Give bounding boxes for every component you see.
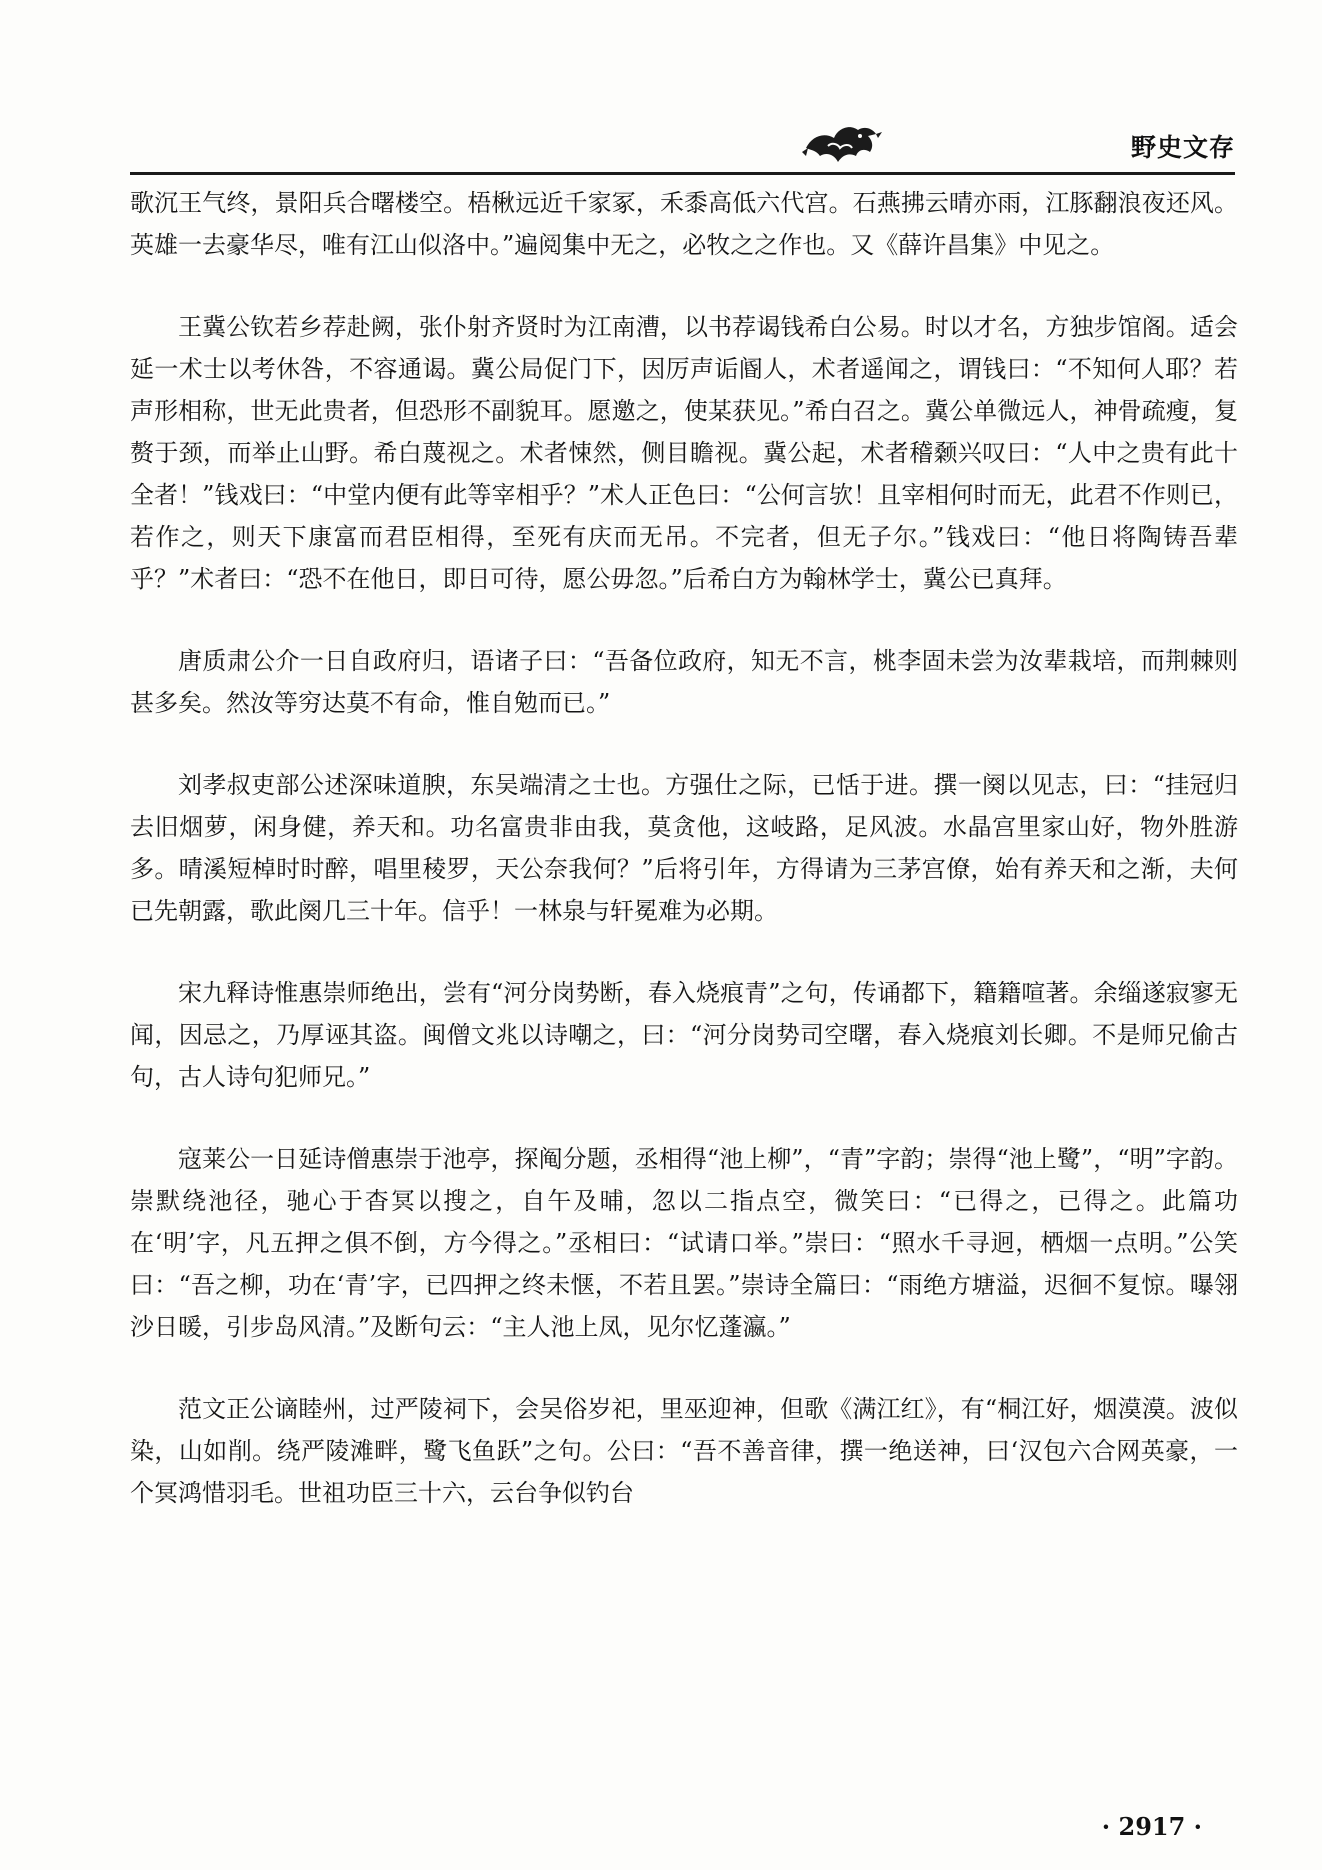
page-number: · 2917 · [1101, 1812, 1202, 1841]
paragraph-5: 宋九释诗惟惠崇师绝出，尝有“河分岗势断，春入烧痕青”之句，传诵都下，籍籍喧著。余缁遂寂寥无闻，因忌之，乃厚诬其盗。闽僧文兆以诗嘲之，曰：“河分岗势司空曙，春入烧痕刘长卿。不是师兄偷古句，古人诗句犯师兄。” [130, 979, 1238, 1091]
dragon-emblem-icon [798, 118, 884, 168]
page-body [130, 182, 1238, 1514]
paragraph-3: 唐质肃公介一日自政府归，语诸子曰：“吾备位政府，知无不言，桃李固未尝为汝辈栽培，而荆棘则甚多矣。然汝等穷达莫不有命，惟自勉而已。” [130, 647, 1238, 717]
page-header [130, 118, 1235, 168]
header-title: 野史文存 [1130, 133, 1235, 162]
paragraph-6: 寇莱公一日延诗僧惠崇于池亭，探阄分题，丞相得“池上柳”，“青”字韵；崇得“池上鹭”，“明”字韵。崇默绕池径，驰心于杳冥以搜之，自午及晡，忽以二指点空，微笑曰：“已得之，已得之。此篇功在‘明’字，凡五押之俱不倒，方今得之。”丞相曰：“试请口举。”崇曰：“照水千寻迥，栖烟一点明。”公笑曰：“吾之柳，功在‘青’字，已四押之终未惬，不若且罢。”崇诗全篇曰：“雨绝方塘溢，迟徊不复惊。曝翎沙日暖，引步岛风清。”及断句云：“主人池上凤，见尔忆蓬瀛。” [130, 1145, 1238, 1341]
paragraph-2: 王冀公钦若乡荐赴阙，张仆射齐贤时为江南漕，以书荐谒钱希白公易。时以才名，方独步馆阁。适会延一术士以考休咎，不容通谒。冀公局促门下，因厉声诟阍人，术者遥闻之，谓钱曰：“不知何人耶？若声形相称，世无此贵者，但恐形不副貌耳。愿邀之，使某获见。”希白召之。冀公单微远人，神骨疏瘦，复赘于颈，而举止山野。希白蔑视之。术者悚然，侧目瞻视。冀公起，术者稽颡兴叹曰：“人中之贵有此十全者！”钱戏曰：“中堂内便有此等宰相乎？”术人正色曰：“公何言欤！且宰相何时而无，此君不作则已，若作之，则天下康富而君臣相得，至死有庆而无吊。不完者，但无子尔。”钱戏曰：“他日将陶铸吾辈乎？”术者曰：“恐不在他日，即日可待，愿公毋忽。”后希白方为翰林学士，冀公已真拜。 [130, 313, 1238, 593]
paragraph-4: 刘孝叔吏部公述深味道腴，东吴端清之士也。方强仕之际，已恬于进。撰一阕以见志，曰：“挂冠归去旧烟萝，闲身健，养天和。功名富贵非由我，莫贪他，这岐路，足风波。水晶宫里家山好，物外胜游多。晴溪短棹时时醉，唱里稜罗，天公奈我何？”后将引年，方得请为三茅宫僚，始有养天和之渐，夫何已先朝露，歌此阕几三十年。信乎！一林泉与轩冕难为必期。 [130, 771, 1238, 925]
header-rule [130, 172, 1235, 175]
paragraph-1: 歌沉王气终，景阳兵合曙楼空。梧楸远近千家冢，禾黍高低六代宫。石燕拂云晴亦雨，江豚翻浪夜还风。英雄一去豪华尽，唯有江山似洛中。”遍阅集中无之，必牧之之作也。又《薛许昌集》中见之。 [130, 189, 1238, 259]
paragraph-7: 范文正公谪睦州，过严陵祠下，会吴俗岁祀，里巫迎神，但歌《满江红》，有“桐江好，烟漠漠。波似染，山如削。绕严陵滩畔，鹭飞鱼跃”之句。公曰：“吾不善音律，撰一绝送神，曰‘汉包六合网英豪，一个冥鸿惜羽毛。世祖功臣三十六，云台争似钓台 [130, 1395, 1238, 1507]
